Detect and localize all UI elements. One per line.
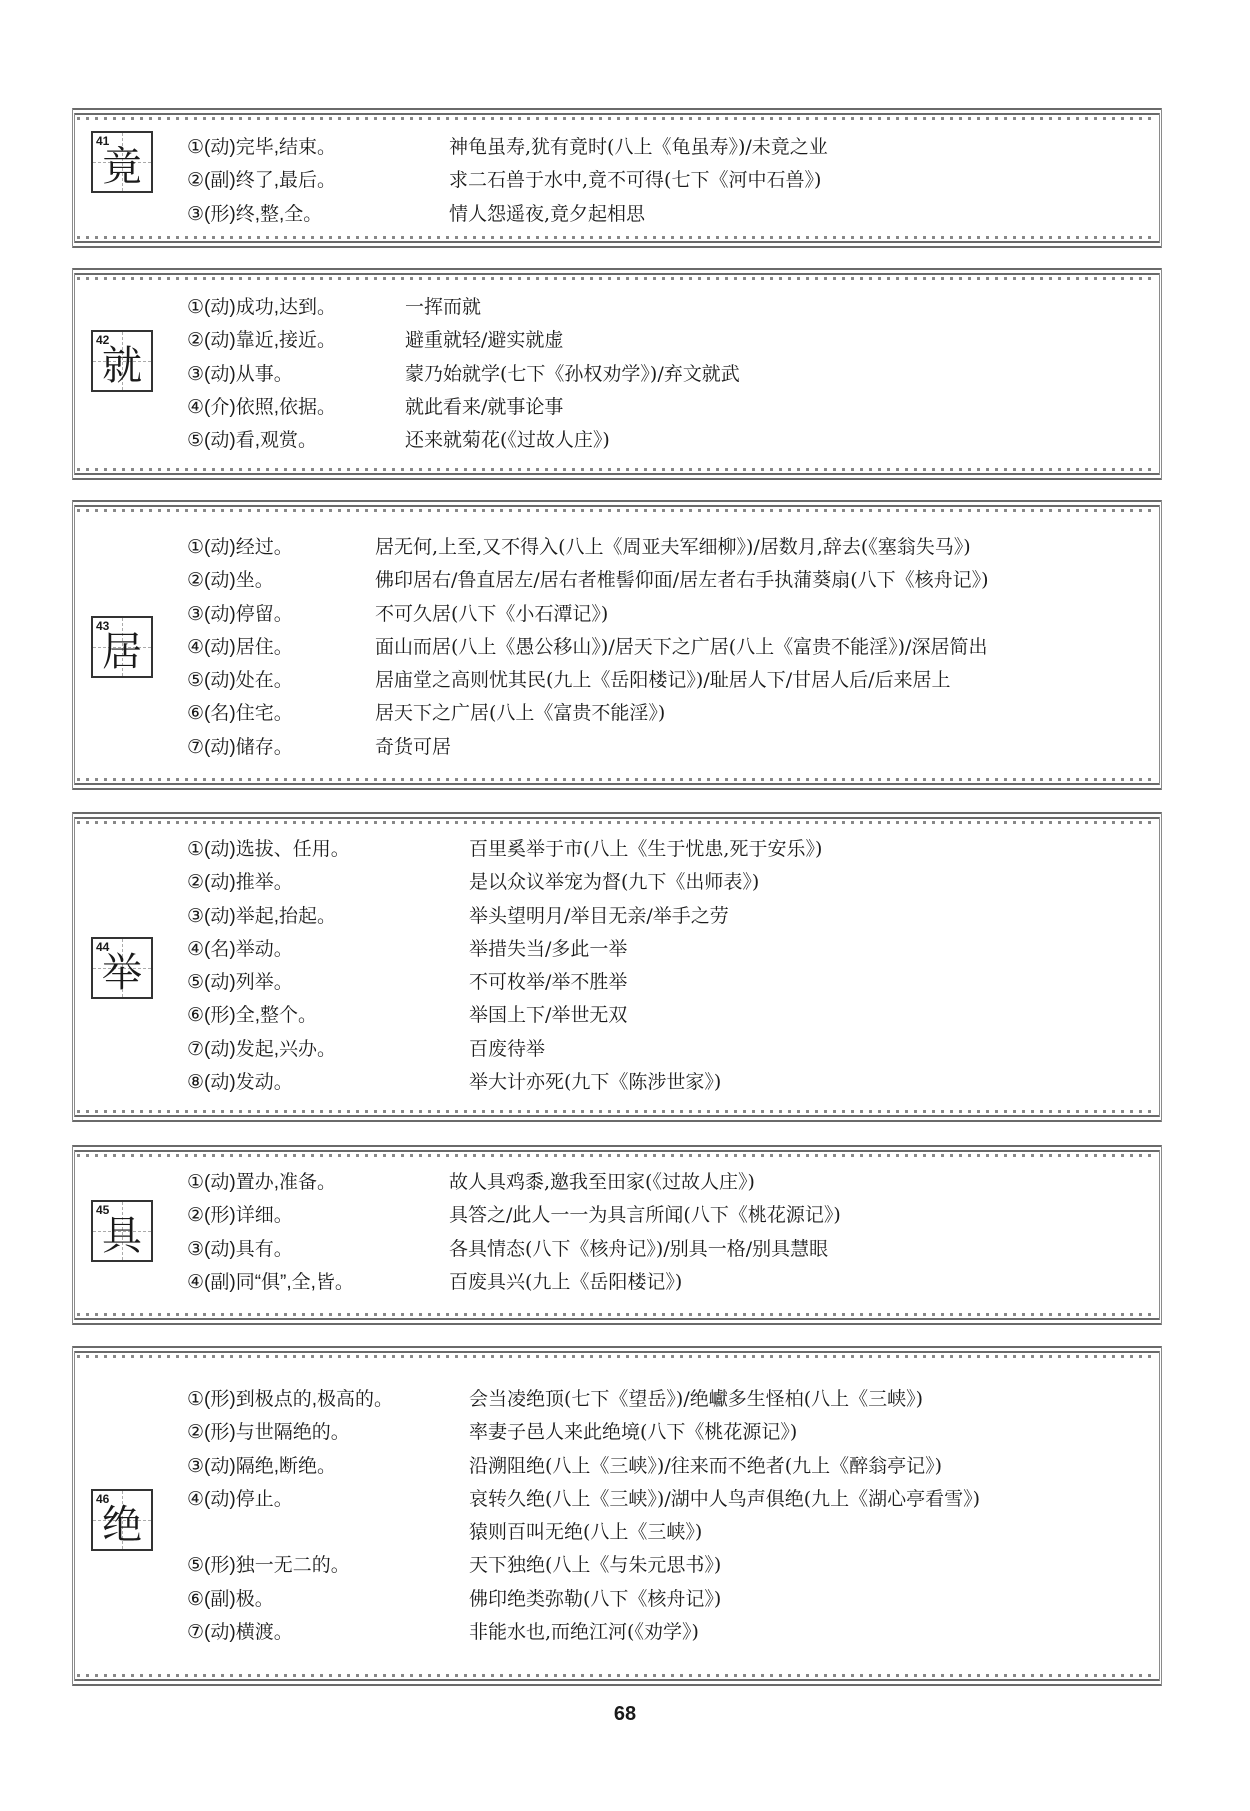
definition-row: ③(动)具有。 各具情态(八下《核舟记》)/别具一格/别具慧眼 xyxy=(187,1237,829,1260)
definition-row: ①(形)到极点的,极高的。 会当凌绝顶(七下《望岳》)/绝巘多生怪柏(八上《三峡》) xyxy=(187,1388,924,1410)
border-decoration xyxy=(77,236,1157,239)
border-decoration xyxy=(77,821,1157,824)
definition-row: 猿则百叫无绝(八上《三峡》) xyxy=(469,1521,703,1544)
border-decoration xyxy=(77,509,1157,512)
headword-character: 具 xyxy=(102,1213,142,1259)
border-decoration xyxy=(77,117,1157,120)
definition-row: ③(动)隔绝,断绝。 沿溯阻绝(八上《三峡》)/往来而不绝者(九上《醉翁亭记》) xyxy=(187,1454,943,1477)
definition-row: ②(动)坐。 佛印居右/鲁直居左/居右者椎髻仰面/居左者右手执蒲葵扇(八下《核舟记》) xyxy=(187,569,989,592)
definition-row: ⑤(动)处在。 居庙堂之高则忧其民(九上《岳阳楼记》)/耻居人下/甘居人后/后来居上 xyxy=(187,669,951,692)
definition-row: ①(动)置办,准备。 故人具鸡黍,邀我至田家(《过故人庄》) xyxy=(187,1171,755,1193)
entry-46 xyxy=(72,1346,1162,1686)
entry-number: 46 xyxy=(96,1492,110,1506)
definition-row: ②(动)推举。 是以众议举宠为督(九下《出师表》) xyxy=(187,871,760,894)
definition-row: ③(形)终,整,全。 情人怨遥夜,竟夕起相思 xyxy=(187,202,646,225)
headword-character: 绝 xyxy=(102,1502,142,1548)
definition-row: ⑤(动)看,观赏。 还来就菊花(《过故人庄》) xyxy=(187,429,610,452)
entry-43 xyxy=(72,500,1162,790)
border-decoration xyxy=(77,1355,1157,1358)
headword-character: 竟 xyxy=(102,144,142,190)
definition-row: ⑥(名)住宅。 居天下之广居(八上《富贵不能淫》) xyxy=(187,702,666,725)
definition-row: ④(副)同“俱”,全,皆。 百废具兴(九上《岳阳楼记》) xyxy=(187,1270,683,1293)
definition-row: ①(动)完毕,结束。 神龟虽寿,犹有竟时(八上《龟虽寿》)/未竟之业 xyxy=(187,136,828,158)
border-decoration xyxy=(77,1110,1157,1113)
definition-row: ⑤(形)独一无二的。 天下独绝(八上《与朱元思书》) xyxy=(187,1554,722,1577)
definition-row: ⑥(副)极。 佛印绝类弥勒(八下《核舟记》) xyxy=(187,1587,722,1610)
definition-row: ④(动)居住。 面山而居(八上《愚公移山》)/居天下之广居(八上《富贵不能淫》)/深居简出 xyxy=(187,635,988,658)
definition-row: ④(介)依照,依据。 就此看来/就事论事 xyxy=(187,395,564,418)
definition-row: ②(形)与世隔绝的。 率妻子邑人来此绝境(八下《桃花源记》) xyxy=(187,1421,798,1444)
border-decoration xyxy=(77,778,1157,781)
entry-number: 41 xyxy=(96,134,110,148)
entry-number: 45 xyxy=(96,1203,110,1217)
entry-42 xyxy=(72,268,1162,480)
border-decoration xyxy=(77,1154,1157,1157)
entry-number: 43 xyxy=(96,619,110,633)
definition-row: ⑤(动)列举。 不可枚举/举不胜举 xyxy=(187,971,628,994)
border-decoration xyxy=(77,1313,1157,1316)
definition-row: ⑧(动)发动。 举大计亦死(九下《陈涉世家》) xyxy=(187,1071,722,1094)
definition-row: ②(动)靠近,接近。 避重就轻/避实就虚 xyxy=(187,329,564,352)
border-decoration xyxy=(77,277,1157,280)
definition-row: ②(形)详细。 具答之/此人一一为具言所闻(八下《桃花源记》) xyxy=(187,1204,841,1227)
definition-row: ④(动)停止。 哀转久绝(八上《三峡》)/湖中人鸟声俱绝(九上《湖心亭看雪》) xyxy=(187,1487,981,1510)
definition-row: ⑥(形)全,整个。 举国上下/举世无双 xyxy=(187,1004,628,1027)
entry-number: 42 xyxy=(96,333,110,347)
entry-number: 44 xyxy=(96,940,110,954)
definition-row: ⑦(动)横渡。 非能水也,而绝江河(《劝学》) xyxy=(187,1621,699,1644)
definition-row: ⑦(动)发起,兴办。 百废待举 xyxy=(187,1037,546,1060)
definition-row: ③(动)停留。 不可久居(八下《小石潭记》) xyxy=(187,602,609,625)
headword-character: 就 xyxy=(102,343,142,389)
entry-45 xyxy=(72,1145,1162,1325)
definition-row: ③(动)从事。 蒙乃始就学(七下《孙权劝学》)/弃文就武 xyxy=(187,362,740,385)
border-decoration xyxy=(77,468,1157,471)
definition-row: ②(副)终了,最后。 求二石兽于水中,竟不可得(七下《河中石兽》) xyxy=(187,169,822,192)
definition-row: ⑦(动)储存。 奇货可居 xyxy=(187,735,452,758)
entry-41 xyxy=(72,108,1162,248)
definition-row: ①(动)经过。 居无何,上至,又不得入(八上《周亚夫军细柳》)/居数月,辞去(《塞翁失马》) xyxy=(187,536,971,558)
definition-row: ④(名)举动。 举措失当/多此一举 xyxy=(187,937,628,960)
entry-44 xyxy=(72,812,1162,1122)
page-number: 68 xyxy=(613,1703,637,1725)
headword-character: 居 xyxy=(102,629,142,675)
definition-row: ③(动)举起,抬起。 举头望明月/举目无亲/举手之劳 xyxy=(187,904,729,927)
headword-character: 举 xyxy=(102,950,142,996)
definition-row: ①(动)选拔、任用。 百里奚举于市(八上《生于忧患,死于安乐》) xyxy=(187,838,823,860)
definition-row: ①(动)成功,达到。 一挥而就 xyxy=(187,296,482,318)
border-decoration xyxy=(77,1674,1157,1677)
